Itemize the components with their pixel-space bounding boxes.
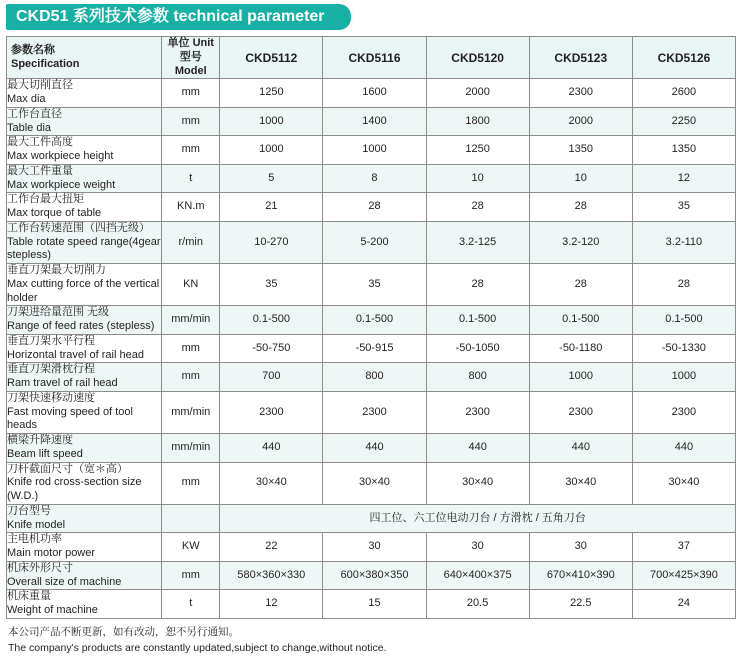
table-row — [7, 193, 736, 222]
row-label-cn: 刀杆截面尺寸（宽＊高） — [7, 463, 161, 477]
row-value: 2250 — [632, 107, 735, 136]
row-unit: mm — [162, 363, 220, 392]
row-value: 700 — [220, 363, 323, 392]
row-value: 30 — [323, 533, 426, 562]
row-label-cn: 横梁升降速度 — [7, 434, 161, 448]
row-unit: mm — [162, 334, 220, 363]
row-label — [7, 434, 162, 463]
row-value: 1250 — [220, 79, 323, 108]
row-value: 1250 — [426, 136, 529, 165]
row-unit: r/min — [162, 221, 220, 263]
row-label — [7, 221, 162, 263]
header-model-cn: 型号 Model — [164, 51, 217, 79]
row-label-cn: 垂直刀架最大切削力 — [7, 264, 161, 278]
row-label — [7, 306, 162, 335]
row-value: 2300 — [529, 79, 632, 108]
row-unit: mm/min — [162, 391, 220, 433]
table-row — [7, 221, 736, 263]
row-unit: t — [162, 164, 220, 193]
row-value: 35 — [632, 193, 735, 222]
table-row — [7, 136, 736, 165]
row-value: 1800 — [426, 107, 529, 136]
title-banner-wrap — [6, 4, 736, 34]
row-label-en: Horizontal travel of rail head — [7, 349, 161, 363]
row-label-cn: 刀架快速移动速度 — [7, 392, 161, 406]
row-unit: mm — [162, 136, 220, 165]
row-label — [7, 264, 162, 306]
row-label-cn: 主电机功率 — [7, 533, 161, 547]
row-label-en: Max torque of table — [7, 207, 161, 221]
table-row — [7, 434, 736, 463]
row-value: 440 — [426, 434, 529, 463]
row-value: 1000 — [220, 107, 323, 136]
row-label-cn: 工作台最大扭矩 — [7, 193, 161, 207]
row-value: 12 — [220, 590, 323, 619]
row-value: 10-270 — [220, 221, 323, 263]
row-unit: KN.m — [162, 193, 220, 222]
row-label-en: Fast moving speed of tool heads — [7, 406, 161, 434]
row-value: 28 — [632, 264, 735, 306]
row-label-cn: 刀架进给量范围 无级 — [7, 306, 161, 320]
row-value: 24 — [632, 590, 735, 619]
row-label-cn: 最大工件重量 — [7, 165, 161, 179]
row-label-en: Ram travel of rail head — [7, 377, 161, 391]
table-row — [7, 363, 736, 392]
row-value: 8 — [323, 164, 426, 193]
row-label-en: Knife rod cross-section size (W.D.) — [7, 476, 161, 504]
row-value: 1600 — [323, 79, 426, 108]
header-model-0: CKD5112 — [220, 37, 323, 79]
row-label-en: Max workpiece height — [7, 150, 161, 164]
row-value: 20.5 — [426, 590, 529, 619]
row-label-en: Knife model — [7, 519, 161, 533]
row-value: 35 — [323, 264, 426, 306]
header-model-2: CKD5120 — [426, 37, 529, 79]
row-label-en: Max workpiece weight — [7, 179, 161, 193]
row-label-en: Beam lift speed — [7, 448, 161, 462]
row-label — [7, 561, 162, 590]
row-value: 30×40 — [529, 462, 632, 504]
row-value: 0.1-500 — [529, 306, 632, 335]
footer-note — [6, 625, 736, 656]
row-value: 12 — [632, 164, 735, 193]
row-label — [7, 533, 162, 562]
row-value: 640×400×375 — [426, 561, 529, 590]
row-value: 1400 — [323, 107, 426, 136]
table-row — [7, 334, 736, 363]
row-label-en: Main motor power — [7, 547, 161, 561]
row-label — [7, 334, 162, 363]
row-value: 2000 — [426, 79, 529, 108]
row-label — [7, 136, 162, 165]
row-label — [7, 107, 162, 136]
row-value: 35 — [220, 264, 323, 306]
row-value: 28 — [323, 193, 426, 222]
row-unit: mm/min — [162, 306, 220, 335]
row-value: 800 — [426, 363, 529, 392]
row-value: 1000 — [220, 136, 323, 165]
row-value: -50-915 — [323, 334, 426, 363]
row-label — [7, 504, 162, 533]
row-value: 600×380×350 — [323, 561, 426, 590]
row-value: 440 — [323, 434, 426, 463]
page-title: CKD51 系列技术参数 technical parameter — [6, 4, 351, 30]
row-unit — [162, 504, 220, 533]
row-value: 2300 — [323, 391, 426, 433]
row-label-cn: 最大切削直径 — [7, 79, 161, 93]
table-row — [7, 462, 736, 504]
row-value: 2600 — [632, 79, 735, 108]
row-value: 28 — [426, 264, 529, 306]
row-label-cn: 机床重量 — [7, 590, 161, 604]
row-value: -50-1050 — [426, 334, 529, 363]
row-value: 1350 — [632, 136, 735, 165]
row-value: 0.1-500 — [426, 306, 529, 335]
spec-sheet-page — [0, 4, 742, 654]
row-label-cn: 工作台直径 — [7, 108, 161, 122]
row-unit: mm — [162, 561, 220, 590]
row-value: 0.1-500 — [323, 306, 426, 335]
footer-note-cn: 本公司产品不断更新，如有改动，恕不另行通知。 — [8, 625, 736, 641]
row-value: 440 — [220, 434, 323, 463]
header-model-4: CKD5126 — [632, 37, 735, 79]
row-label-cn: 垂直刀架水平行程 — [7, 335, 161, 349]
row-value: 10 — [426, 164, 529, 193]
row-value: 2000 — [529, 107, 632, 136]
row-value: 2300 — [632, 391, 735, 433]
header-specification-cn: 参数名称 — [11, 44, 161, 58]
row-value: 670×410×390 — [529, 561, 632, 590]
row-value: 1350 — [529, 136, 632, 165]
row-label-cn: 最大工件高度 — [7, 136, 161, 150]
row-value: 30×40 — [426, 462, 529, 504]
row-value: 15 — [323, 590, 426, 619]
row-value: 28 — [529, 193, 632, 222]
row-value: 3.2-110 — [632, 221, 735, 263]
row-unit: mm/min — [162, 434, 220, 463]
row-value: 2300 — [529, 391, 632, 433]
row-merged-value: 四工位、六工位电动刀台 / 方滑枕 / 五角刀台 — [220, 504, 736, 533]
row-value: -50-750 — [220, 334, 323, 363]
row-label-cn: 垂直刀架滑枕行程 — [7, 363, 161, 377]
row-label-en: Table rotate speed range(4gear stepless) — [7, 236, 161, 264]
table-header-row — [7, 37, 736, 79]
row-value: 37 — [632, 533, 735, 562]
table-row — [7, 306, 736, 335]
row-value: 30×40 — [220, 462, 323, 504]
table-row — [7, 79, 736, 108]
row-value: 0.1-500 — [220, 306, 323, 335]
header-specification — [7, 37, 162, 79]
row-label-en: Table dia — [7, 122, 161, 136]
table-row — [7, 590, 736, 619]
row-value: 30×40 — [632, 462, 735, 504]
row-label — [7, 79, 162, 108]
table-row — [7, 533, 736, 562]
row-value: 2300 — [220, 391, 323, 433]
row-value: 28 — [426, 193, 529, 222]
row-label-en: Weight of machine — [7, 604, 161, 618]
row-label-en: Max cutting force of the vertical holder — [7, 278, 161, 306]
row-label-en: Range of feed rates (stepless) — [7, 320, 161, 334]
row-label-cn: 刀台型号 — [7, 505, 161, 519]
row-value: 28 — [529, 264, 632, 306]
header-specification-en: Specification — [11, 58, 161, 72]
specification-table — [6, 36, 736, 619]
row-value: 5 — [220, 164, 323, 193]
row-value: 30 — [529, 533, 632, 562]
row-value: 1000 — [323, 136, 426, 165]
row-value: -50-1180 — [529, 334, 632, 363]
row-value: 3.2-125 — [426, 221, 529, 263]
table-row — [7, 264, 736, 306]
row-value: 800 — [323, 363, 426, 392]
row-value: 440 — [632, 434, 735, 463]
header-unit-cn: 单位 Unit — [164, 37, 217, 51]
row-unit: KN — [162, 264, 220, 306]
row-value: 10 — [529, 164, 632, 193]
header-model-3: CKD5123 — [529, 37, 632, 79]
row-label — [7, 363, 162, 392]
row-value: 1000 — [632, 363, 735, 392]
table-row — [7, 561, 736, 590]
row-label-cn: 机床外形尺寸 — [7, 562, 161, 576]
row-label-en: Max dia — [7, 93, 161, 107]
row-value: 21 — [220, 193, 323, 222]
row-label — [7, 590, 162, 619]
row-value: 30×40 — [323, 462, 426, 504]
row-value: 580×360×330 — [220, 561, 323, 590]
row-value: 1000 — [529, 363, 632, 392]
row-label — [7, 193, 162, 222]
row-unit: mm — [162, 79, 220, 108]
row-value: 22 — [220, 533, 323, 562]
table-row — [7, 164, 736, 193]
row-value: 30 — [426, 533, 529, 562]
row-label-en: Overall size of machine — [7, 576, 161, 590]
row-value: 3.2-120 — [529, 221, 632, 263]
row-label-cn: 工作台转速范围（四挡无级） — [7, 222, 161, 236]
table-row — [7, 391, 736, 433]
row-label — [7, 391, 162, 433]
row-value: 2300 — [426, 391, 529, 433]
row-value: 22.5 — [529, 590, 632, 619]
table-row — [7, 107, 736, 136]
row-label — [7, 164, 162, 193]
row-value: -50-1330 — [632, 334, 735, 363]
row-label — [7, 462, 162, 504]
row-value: 700×425×390 — [632, 561, 735, 590]
table-row — [7, 504, 736, 533]
footer-note-en: The company's products are constantly updated,subject to change,without notice. — [8, 641, 736, 656]
row-value: 0.1-500 — [632, 306, 735, 335]
row-value: 440 — [529, 434, 632, 463]
row-unit: mm — [162, 107, 220, 136]
row-unit: t — [162, 590, 220, 619]
row-unit: KW — [162, 533, 220, 562]
row-value: 5-200 — [323, 221, 426, 263]
header-model-1: CKD5116 — [323, 37, 426, 79]
row-unit: mm — [162, 462, 220, 504]
header-unit-model — [162, 37, 220, 79]
